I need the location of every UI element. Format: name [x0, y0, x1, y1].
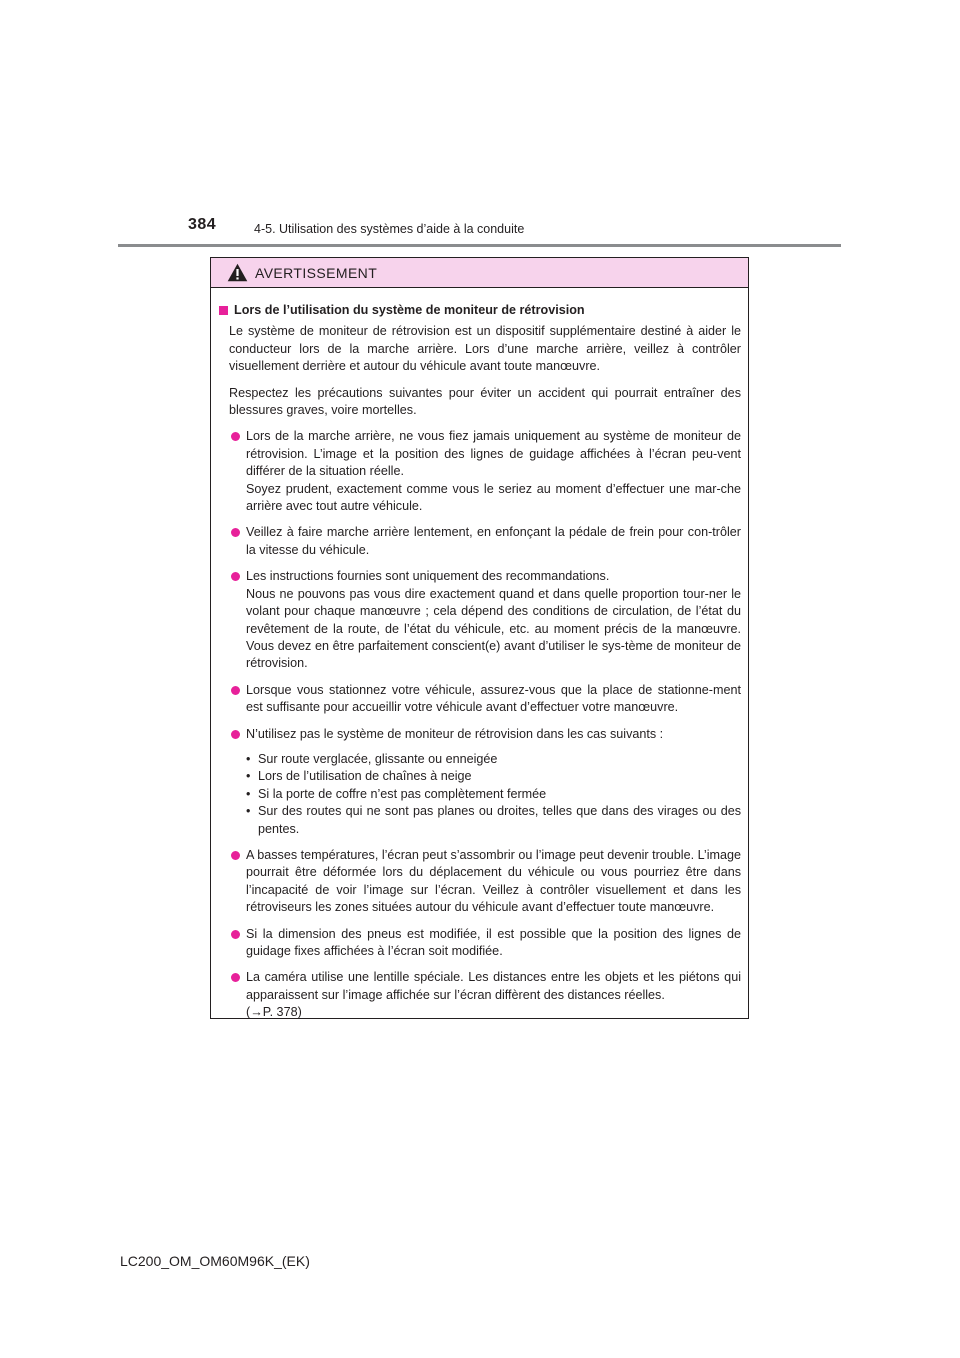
- bullet-item: [218, 926, 741, 961]
- warning-triangle-icon: [227, 263, 248, 282]
- bullet-text: A basses températures, l’écran peut s’assombrir ou l’image peut devenir trouble. L’image pourrait être déformée lors du déplacement du véhicule ou vous pourriez être dans l’incapacité de voir l’image sur l’écran. Veillez à contrôler visuellement et dans les rétroviseurs les zones situées autour du véhicule avant d’effectuer toute manœuvre.: [246, 847, 741, 915]
- intro-paragraph: Le système de moniteur de rétrovision est un dispositif supplémentaire destiné à aider le conducteur lors de la marche arrière. Lors d’une marche arrière, veillez à contrôler visuellement derrière et autour du véhicule avant toute manœuvre.: [229, 324, 741, 374]
- bullet-extra: Nous ne pouvons pas vous dire exactement quand et dans quelle proportion tour-ner le volant pour chaque manœuvre ; cela dépend des conditions de circulation, de l’état du revêtement de la route, de l’état du véhicule, etc. au moment précis de la manœuvre. Vous devez en être parfaitement conscient(e) avant d’utiliser le sys-tème de moniteur de rétrovision.: [246, 586, 741, 671]
- sub-list-item: • Si la porte de coffre n’est pas complètement fermée: [246, 786, 741, 803]
- section-title: 4-5. Utilisation des systèmes d’aide à la conduite: [254, 222, 525, 236]
- bullet-text: Si la dimension des pneus est modifiée, il est possible que la position des lignes de guidage fixes affichées à l’écran soit modifiée.: [246, 926, 741, 958]
- bullet-text: Lorsque vous stationnez votre véhicule, assurez-vous que la place de stationne-ment est suffisante pour accueillir votre véhicule avant d’effectuer votre manœuvre.: [246, 682, 741, 715]
- bullet-item: [218, 682, 741, 717]
- warning-heading: [218, 302, 741, 319]
- sub-list-item: • Lors de l’utilisation de chaînes à neige: [246, 768, 741, 785]
- warning-body: [211, 288, 748, 1022]
- round-bullet-icon: [231, 572, 240, 581]
- intro-paragraph: Respectez les précautions suivantes pour éviter un accident qui pourrait entraîner des blessures graves, voire mortelles.: [229, 385, 741, 418]
- bullet-item: [218, 428, 741, 515]
- round-bullet-icon: [231, 851, 240, 860]
- footer-code: LC200_OM_OM60M96K_(EK): [120, 1253, 310, 1269]
- header-rule: [118, 244, 841, 247]
- round-bullet-icon: [231, 528, 240, 537]
- warning-header: [211, 258, 748, 288]
- bullet-text: Lors de la marche arrière, ne vous fiez jamais uniquement au système de moniteur de rétrovision. L’image et la position des lignes de guidage affichées à l’écran peu-vent différer de la situation réelle.: [246, 429, 741, 479]
- warning-title: AVERTISSEMENT: [255, 264, 378, 281]
- round-bullet-icon: [231, 973, 240, 982]
- round-bullet-icon: [231, 930, 240, 939]
- round-bullet-icon: [231, 730, 240, 739]
- bullet-text: Veillez à faire marche arrière lentement, en enfonçant la pédale de frein pour con-trôler la vitesse du véhicule.: [246, 525, 741, 557]
- bullet-item: [218, 847, 741, 917]
- page-reference: (→P. 378): [246, 1005, 302, 1020]
- bullet-item: [218, 969, 741, 1021]
- bullet-item: [218, 726, 741, 838]
- bullet-item: [218, 568, 741, 672]
- bullet-text: La caméra utilise une lentille spéciale. Les distances entre les objets et les piétons qui apparaissent sur l’image affichée sur l’écran diffèrent des distances réelles.: [246, 970, 741, 1002]
- bullet-item: [218, 524, 741, 559]
- warning-box: [210, 257, 749, 1019]
- sub-list: [246, 751, 741, 838]
- bullet-extra: Soyez prudent, exactement comme vous le seriez au moment d’effectuer une mar-che arrière avec tout autre véhicule.: [246, 481, 741, 514]
- bullet-text: N’utilisez pas le système de moniteur de rétrovision dans les cas suivants :: [246, 726, 664, 741]
- sub-list-item: • Sur route verglacée, glissante ou enneigée: [246, 751, 741, 768]
- bullet-text: Les instructions fournies sont uniquement des recommandations.: [246, 569, 610, 584]
- square-bullet-icon: [219, 306, 228, 315]
- round-bullet-icon: [231, 432, 240, 441]
- round-bullet-icon: [231, 686, 240, 695]
- sub-list-item: • Sur des routes qui ne sont pas planes ou droites, telles que dans des virages ou des pentes.: [246, 803, 741, 838]
- warning-heading-text: Lors de l’utilisation du système de moniteur de rétrovision: [234, 303, 585, 317]
- page-number: 384: [188, 216, 217, 233]
